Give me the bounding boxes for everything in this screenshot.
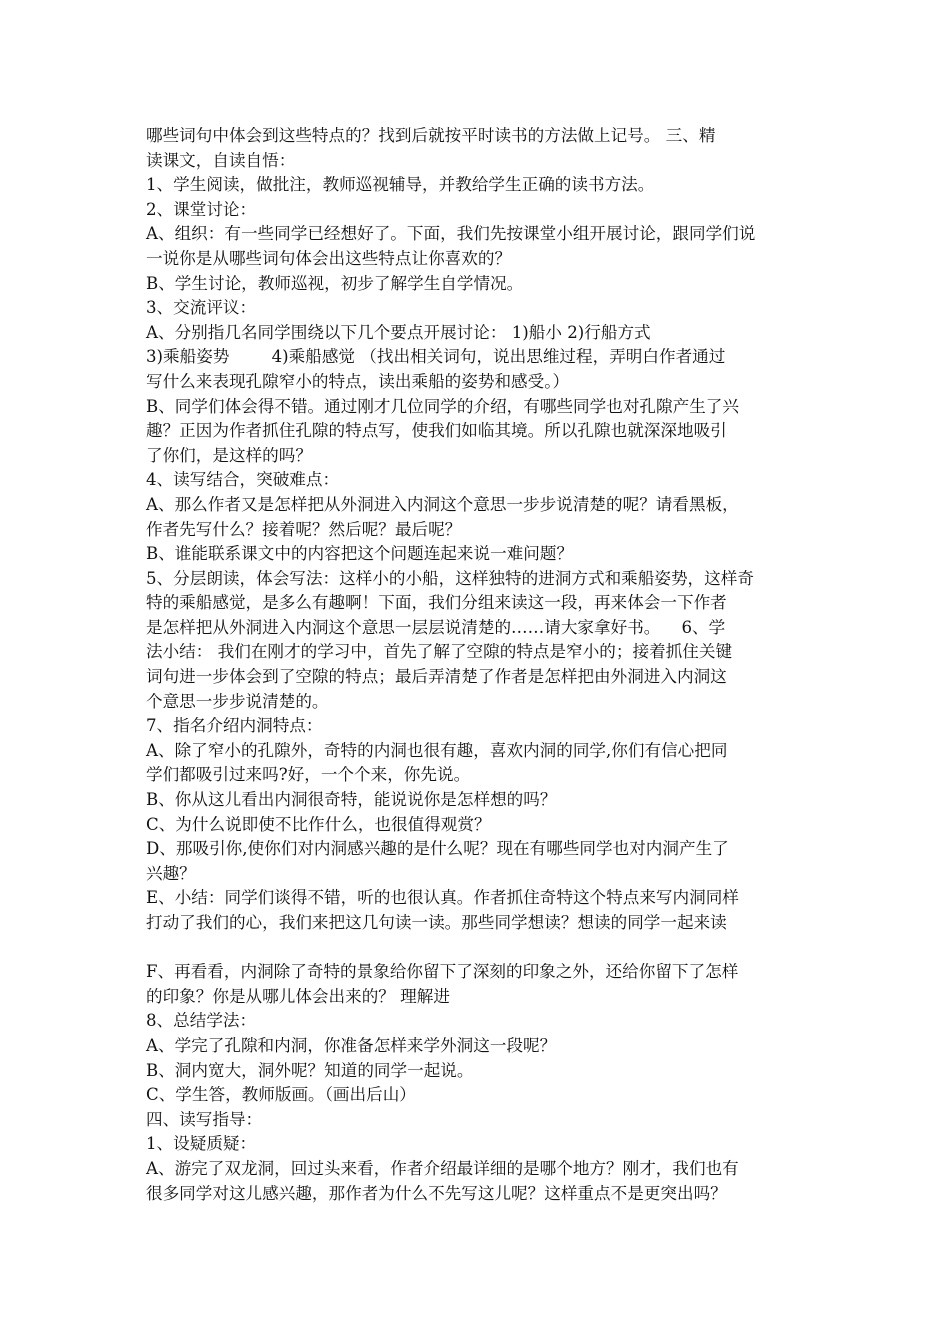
text-line: 兴趣？ [146, 863, 196, 883]
text-line: 读课文，自读自悟： [146, 150, 296, 170]
text-line: 作者先写什么？接着呢？然后呢？最后呢？ [146, 519, 462, 539]
blank-line [146, 936, 816, 961]
text-line: B、谁能联系课文中的内容把这个问题连起来说一难问题？ [146, 544, 574, 564]
text-line: A、游完了双龙洞，回过头来看，作者介绍最详细的是哪个地方？刚才，我们也有 [146, 1158, 739, 1178]
text-line: 了你们，是这样的吗？ [146, 445, 312, 465]
text-line: 词句进一步体会到了空隙的特点；最后弄清楚了作者是怎样把由外洞进入内洞这 [146, 667, 727, 687]
text-line: A、分别指几名同学围绕以下几个要点开展讨论： 1)船小 2)行船方式 [146, 322, 651, 342]
text-line: 个意思一步步说清楚的。 [146, 691, 329, 711]
text-line: 1、学生阅读，做批注，教师巡视辅导，并教给学生正确的读书方法。 [146, 175, 655, 195]
text-line: 法小结： 我们在刚才的学习中，首先了解了空隙的特点是窄小的；接着抓住关键 [146, 642, 733, 662]
text-line: B、学生讨论，教师巡视，初步了解学生自学情况。 [146, 273, 524, 293]
text-line: 趣？正因为作者抓住孔隙的特点写，使我们如临其境。所以孔隙也就深深地吸引 [146, 421, 727, 441]
text-line: A、组织：有一些同学已经想好了。下面，我们先按课堂小组开展讨论，跟同学们说 [146, 224, 756, 244]
text-line: 7、指名介绍内洞特点： [146, 716, 323, 736]
text-line: 4、读写结合，突破难点： [146, 470, 340, 490]
text-line: 2、课堂讨论： [146, 199, 257, 219]
text-line: 1、设疑质疑： [146, 1134, 257, 1154]
text-line: F、再看看，内洞除了奇特的景象给你留下了深刻的印象之外，还给你留下了怎样 [146, 962, 739, 982]
text-line: 3、交流评议： [146, 298, 257, 318]
text-line: 学们都吸引过来吗?好，一个个来，你先说。 [146, 765, 471, 785]
text-line: 是怎样把从外洞进入内洞这个意思一层层说清楚的……请大家拿好书。 6、学 [146, 617, 726, 637]
text-line: 5、分层朗读，体会写法：这样小的小船，这样独特的进洞方式和乘船姿势，这样奇 [146, 568, 754, 588]
text-line: 特的乘船感觉，是多么有趣啊！下面，我们分组来读这一段，再来体会一下作者 [146, 593, 727, 613]
text-line: A、学完了孔隙和内洞，你准备怎样来学外洞这一段呢？ [146, 1035, 557, 1055]
text-line: 的印象？你是从哪儿体会出来的？ 理解进 [146, 986, 450, 1006]
text-line: B、你从这儿看出内洞很奇特，能说说你是怎样想的吗？ [146, 790, 557, 810]
text-line: B、洞内宽大，洞外呢？知道的同学一起说。 [146, 1060, 474, 1080]
text-line: D、那吸引你,使你们对内洞感兴趣的是什么呢？现在有哪些同学也对内洞产生了 [146, 839, 729, 859]
document-body [146, 124, 816, 1206]
text-line: 8、总结学法： [146, 1011, 257, 1031]
text-line: C、学生答，教师版画。（画出后山） [146, 1085, 416, 1105]
text-line: B、同学们体会得不错。通过刚才几位同学的介绍，有哪些同学也对孔隙产生了兴 [146, 396, 739, 416]
text-line: 写什么来表现孔隙窄小的特点，读出乘船的姿势和感受。） [146, 371, 570, 391]
text-line: 哪些词句中体会到这些特点的？找到后就按平时读书的方法做上记号。 三、精 [146, 126, 716, 145]
text-line: 四、读写指导： [146, 1109, 263, 1129]
text-line: 3)乘船姿势 4)乘船感觉 （找出相关词句，说出思维过程，弄明白作者通过 [146, 347, 726, 367]
text-line: 一说你是从哪些词句体会出这些特点让你喜欢的？ [146, 248, 512, 268]
text-line: 打动了我们的心，我们来把这几句读一读。那些同学想读？想读的同学一起来读 [146, 913, 727, 932]
text-line: E、小结：同学们谈得不错，听的也很认真。作者抓住奇特这个特点来写内洞同样 [146, 888, 739, 908]
text-line: 很多同学对这儿感兴趣，那作者为什么不先写这儿呢？这样重点不是更突出吗？ [146, 1183, 727, 1203]
text-line: C、为什么说即使不比作什么，也很值得观赏？ [146, 814, 491, 834]
text-line: A、那么作者又是怎样把从外洞进入内洞这个意思一步步说清楚的呢？请看黑板， [146, 494, 739, 514]
text-line: A、除了窄小的孔隙外，奇特的内洞也很有趣，喜欢内洞的同学,你们有信心把同 [146, 740, 728, 760]
